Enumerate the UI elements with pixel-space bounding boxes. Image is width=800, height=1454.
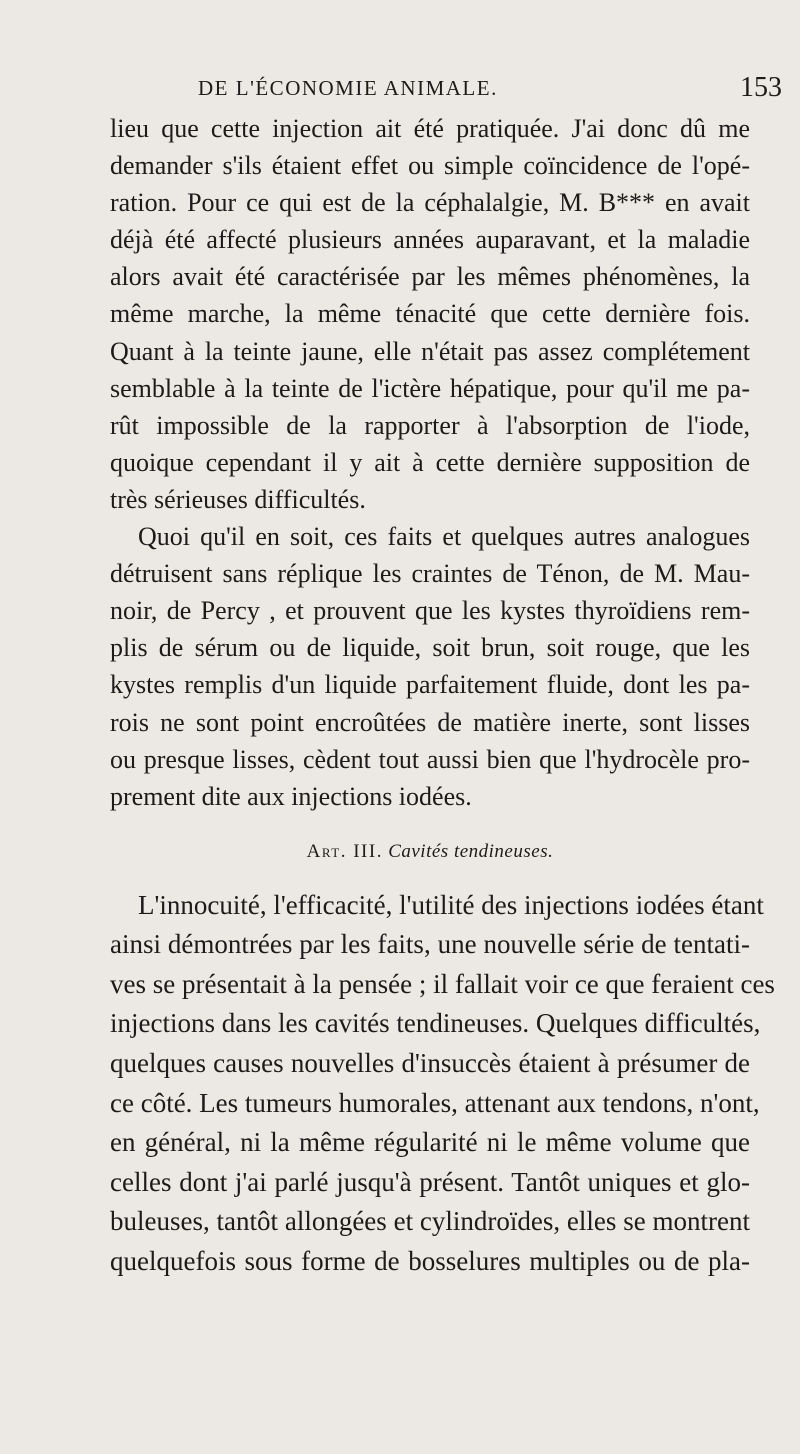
page-number: 153 (740, 72, 782, 103)
text-line: ou presque lisses, cèdent tout aussi bien que l'hydrocèle pro- (110, 744, 750, 774)
text-block (110, 110, 775, 1282)
text-line: prement dite aux injections iodées. (110, 781, 472, 811)
paragraph-tendinous-cavities (110, 886, 775, 1282)
text-line: injections dans les cavités tendineuses. Quelques difficultés, (110, 1008, 761, 1039)
text-line: Quoi qu'il en soit, ces faits et quelques autres analogues (138, 522, 750, 552)
text-line: ainsi démontrées par les faits, une nouvelle série de tentati- (110, 929, 750, 960)
text-line: L'innocuité, l'efficacité, l'utilité des injections iodées étant (138, 889, 764, 920)
text-line: quelquefois sous forme de bosselures multiples ou de pla- (110, 1245, 750, 1276)
paragraph-continuation (110, 110, 750, 518)
text-line: en général, ni la même régularité ni le même volume que (110, 1127, 750, 1158)
article-label: Art. III. (306, 840, 383, 862)
section-heading (110, 841, 750, 864)
text-line: lieu que cette injection ait été pratiquée. J'ai donc dû me (110, 114, 750, 143)
text-line: ves se présentait à la pensée ; il fallait voir ce que feraient ces (110, 968, 775, 999)
text-line: celles dont j'ai parlé jusqu'à présent. Tantôt uniques et glo- (110, 1166, 750, 1197)
running-head (0, 66, 800, 106)
text-line: détruisent sans réplique les craintes de Ténon, de M. Mau- (110, 559, 750, 589)
running-title: DE L'ÉCONOMIE ANIMALE. (198, 76, 498, 100)
text-line: ration. Pour ce qui est de la céphalalgie, M. B*** en avait (110, 188, 750, 218)
text-line: semblable à la teinte de l'ictère hépatique, pour qu'il me pa- (110, 373, 750, 403)
text-line: quelques causes nouvelles d'insuccès étaient à présumer de (110, 1047, 750, 1078)
text-line: déjà été affecté plusieurs années auparavant, et la maladie (110, 225, 750, 255)
text-line: très sérieuses difficultés. (110, 484, 366, 514)
text-line: ce côté. Les tumeurs humorales, attenant aux tendons, n'ont, (110, 1087, 760, 1118)
paragraph-conclusion (110, 518, 750, 815)
text-line: rois ne sont point encroûtées de matière inerte, sont lisses (110, 707, 750, 737)
text-line: alors avait été caractérisée par les mêmes phénomènes, la (110, 262, 750, 292)
text-line: Quant à la teinte jaune, elle n'était pas assez complétement (110, 336, 750, 366)
text-line: plis de sérum ou de liquide, soit brun, soit rouge, que les (110, 633, 750, 663)
text-line: buleuses, tantôt allongées et cylindroïdes, elles se montrent (110, 1206, 750, 1237)
text-line: quoique cependant il y ait à cette dernière supposition de (110, 447, 750, 477)
text-line: même marche, la même ténacité que cette dernière fois. (110, 299, 750, 329)
text-line: demander s'ils étaient effet ou simple coïncidence de l'opé- (110, 151, 750, 181)
text-line: kystes remplis d'un liquide parfaitement fluide, dont les pa- (110, 670, 750, 700)
section-title: Cavités tendineuses. (388, 840, 554, 862)
text-line: rût impossible de la rapporter à l'absorption de l'iode, (110, 410, 750, 440)
text-line: noir, de Percy , et prouvent que les kystes thyroïdiens rem- (110, 596, 750, 626)
